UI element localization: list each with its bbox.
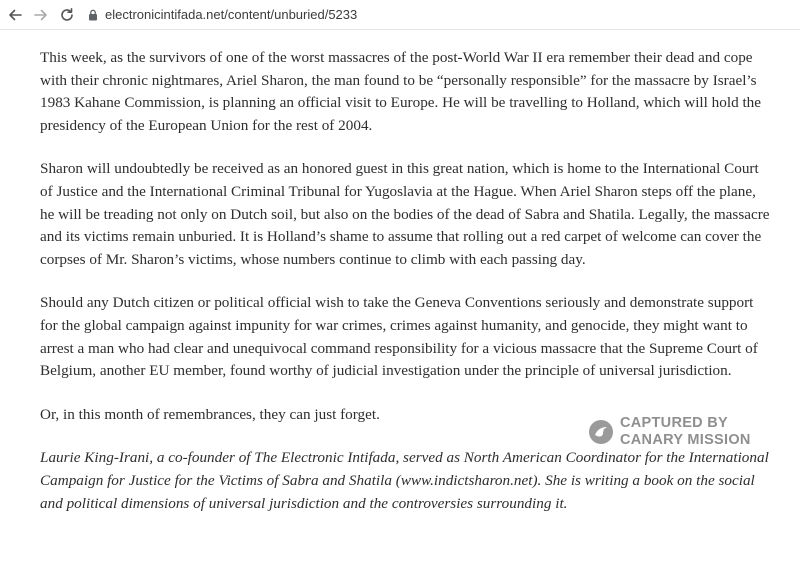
article-body — [40, 47, 770, 536]
article-paragraph: Sharon will undoubtedly be received as an honored guest in this great nation, which is home to the International Court of Justice and the International Criminal Tribunal for Yugoslavia at the Hague. When Ariel Sharon steps off the plane, he will be treading not only on Dutch soil, but also on the bodies of the dead of Sabra and Shatila. Legally, the massacre and its victims remain unburied. It is Holland’s shame to assume that rolling out a red carpet of welcome can cover the corpses of Mr. Sharon’s victims, whose numbers continue to climb with each passing day. — [40, 160, 770, 268]
lock-icon — [88, 9, 98, 21]
forward-button[interactable] — [30, 4, 52, 26]
watermark — [588, 415, 751, 449]
back-button[interactable] — [4, 4, 26, 26]
article-paragraph: Or, in this month of remembrances, they can just forget. — [40, 405, 380, 423]
back-arrow-icon — [7, 7, 23, 23]
browser-toolbar — [0, 0, 800, 30]
url-text: electronicintifada.net/content/unburied/5233 — [105, 7, 358, 22]
watermark-line-2: CANARY MISSION — [620, 432, 751, 448]
address-bar[interactable] — [88, 3, 357, 27]
author-bio: Laurie King-Irani, a co-founder of The Electronic Intifada, served as North American Coordinator for the International Campaign for Justice for the Victims of Sabra and Shatila (www.indictsharon.net). She is writing a book on the social and political dimensions of universal jurisdiction and the controversies surrounding it. — [40, 449, 769, 512]
watermark-line-1: CAPTURED BY — [620, 415, 729, 431]
forward-arrow-icon — [33, 7, 49, 23]
reload-icon — [59, 7, 75, 23]
canary-logo-icon — [588, 419, 614, 445]
article-paragraph: Should any Dutch citizen or political official wish to take the Geneva Conventions seriously and demonstrate support for the global campaign against impunity for war crimes, crimes against humanity, and genocide, they might want to arrest a man who had clear and unequivocal command responsibility for a vicious massacre that the Supreme Court of Belgium, another EU member, found worthy of judicial investigation under the principle of universal jurisdiction. — [40, 294, 758, 380]
article-paragraph: This week, as the survivors of one of the worst massacres of the post-World War II era remember their dead and cope with their chronic nightmares, Ariel Sharon, the man found to be “personally responsible” for the massacre by Israel’s 1983 Kahane Commission, is planning an official visit to Europe. He will be travelling to Holland, which will hold the presidency of the European Union for the rest of 2004. — [40, 49, 762, 134]
reload-button[interactable] — [56, 4, 78, 26]
